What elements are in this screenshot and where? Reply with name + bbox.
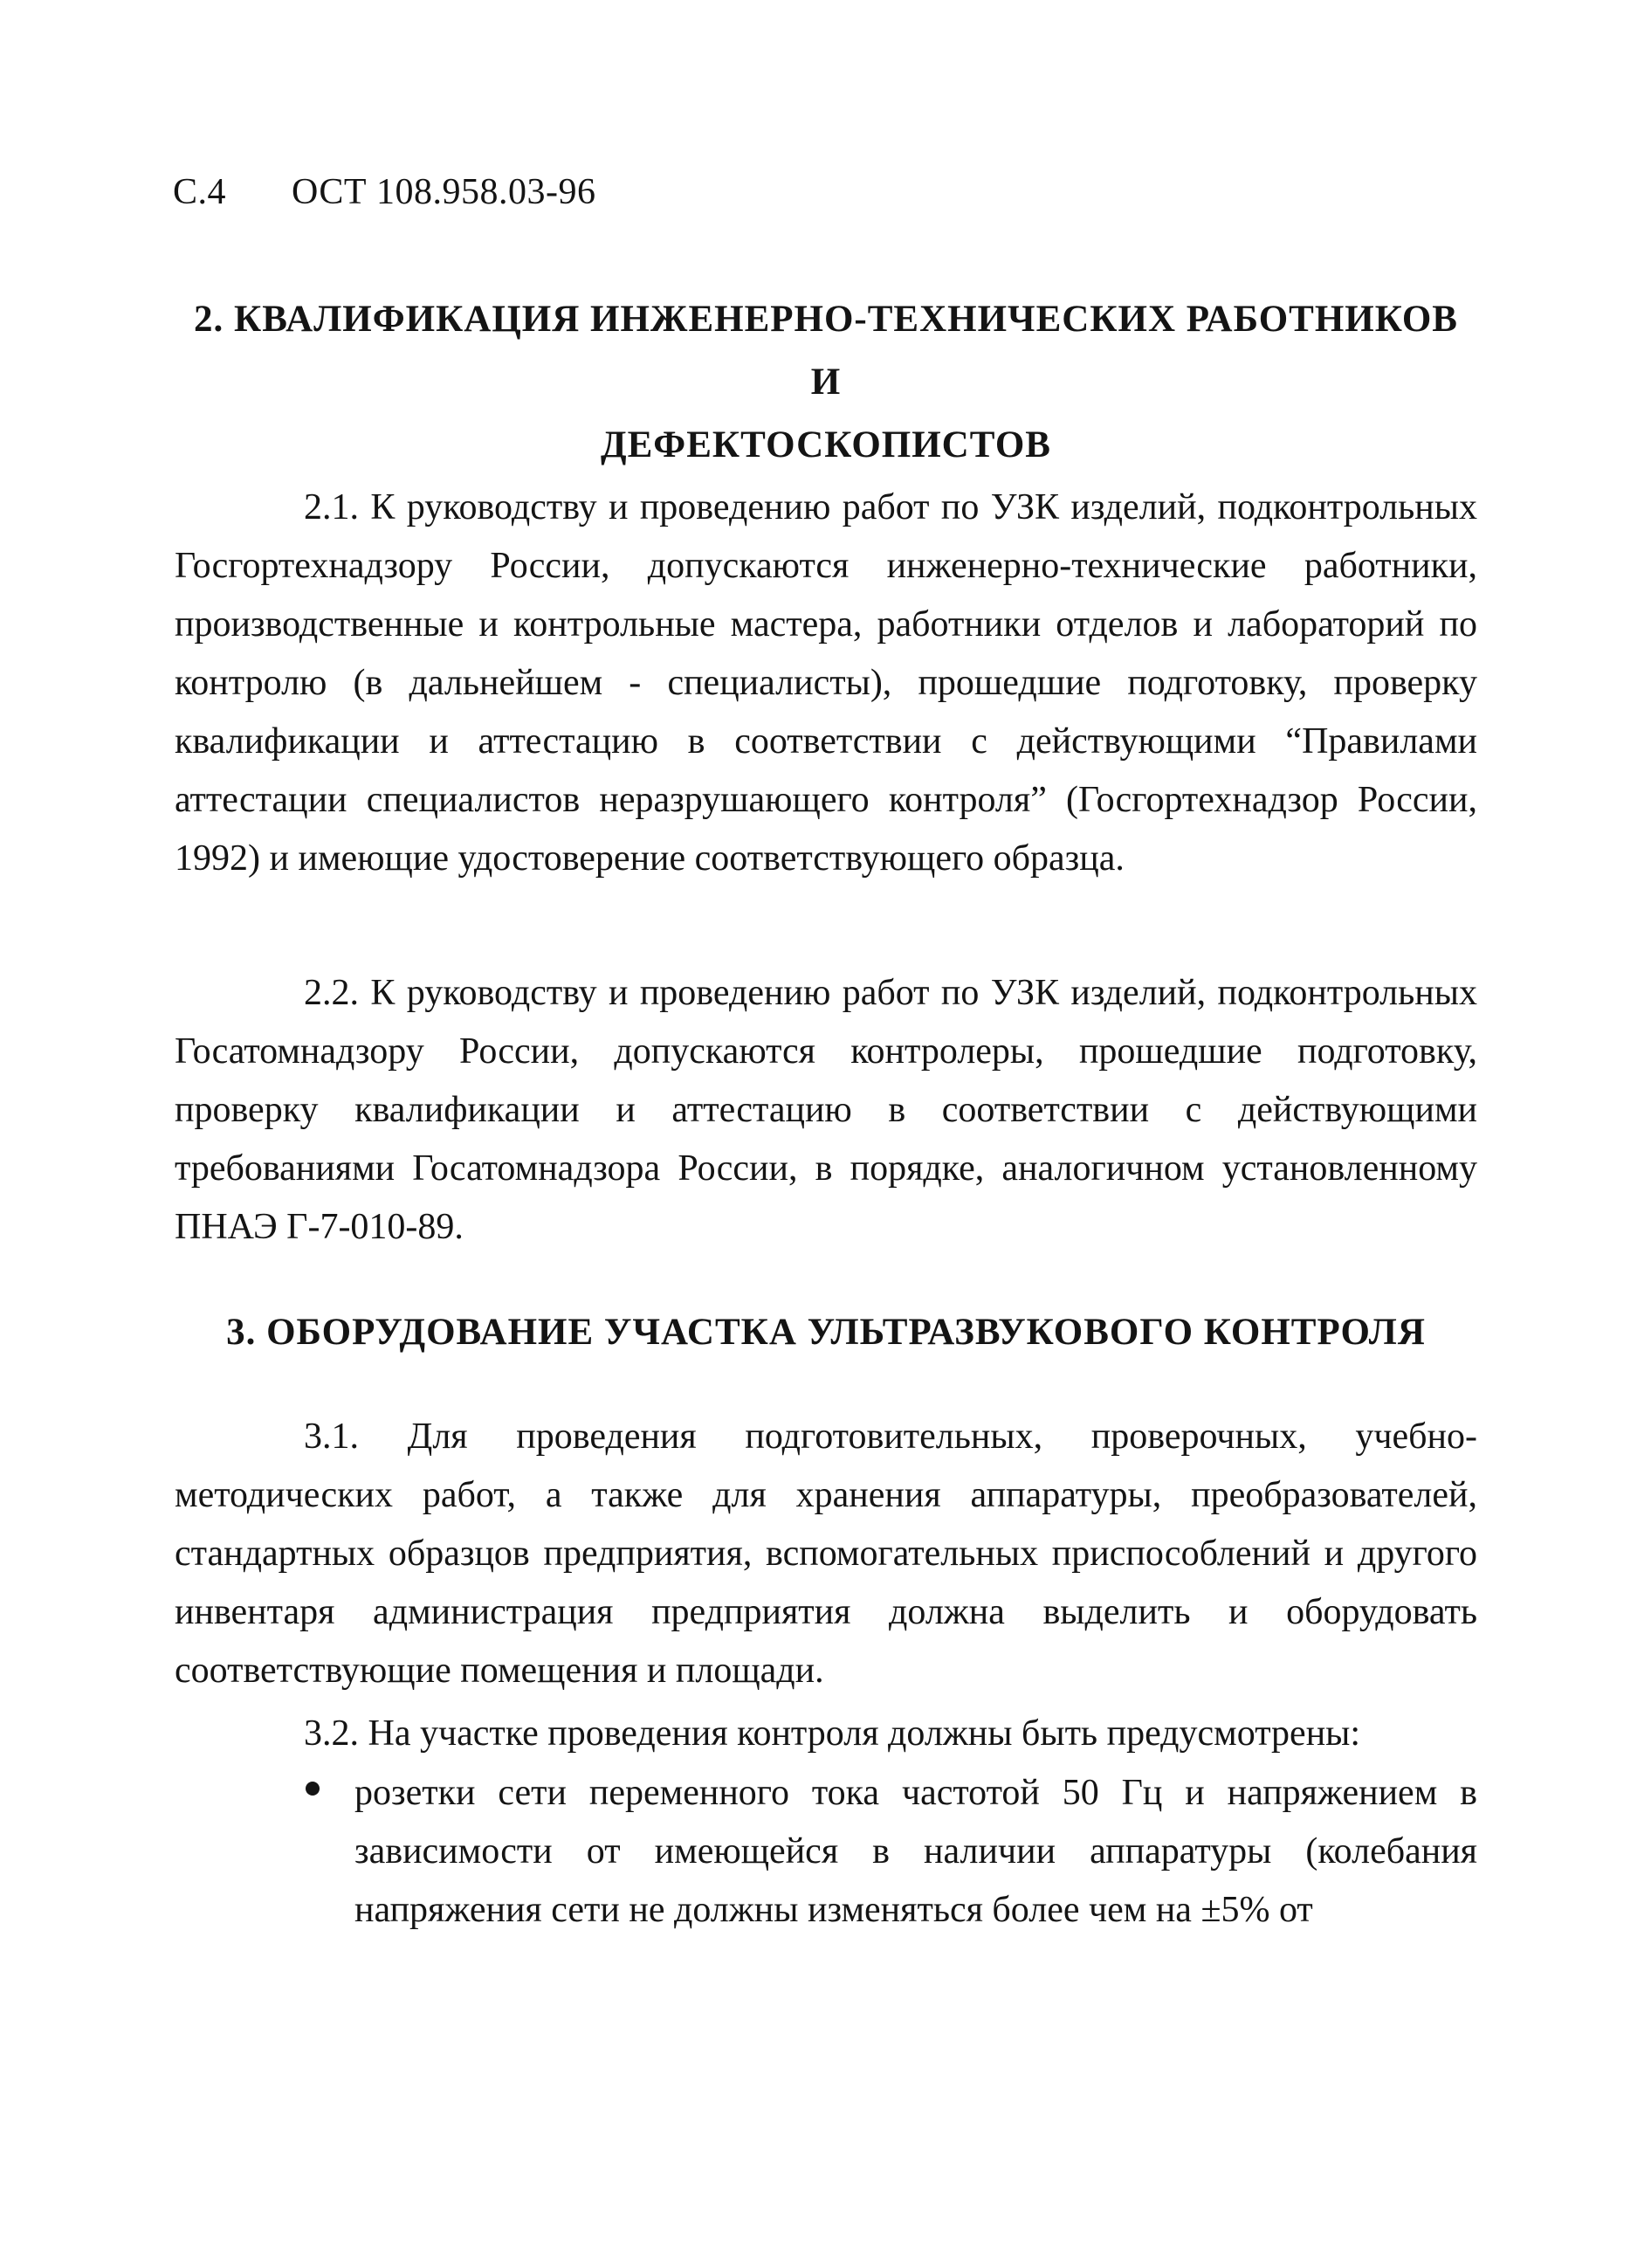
- paragraph-3-2: [175, 1705, 1477, 1763]
- section-3-heading: 3. ОБОРУДОВАНИЕ УЧАСТКА УЛЬТРАЗВУКОВОГО КОНТРОЛЯ: [226, 1312, 1426, 1353]
- paragraph-2-1: [175, 479, 1477, 888]
- section-2-heading: [175, 288, 1477, 477]
- paragraph-2-2-text: 2.2. К руководству и проведению работ по УЗК изделий, подконтрольных Госатомнадзору России, допускаются контролеры, прошедшие подготовку, проверку квалификации и аттестацию в соответствии с действующими требованиями Госатомнадзора России, в порядке, аналогичном установленному ПНАЭ Г-7-010-89.: [175, 973, 1477, 1247]
- paragraph-3-1: [175, 1408, 1477, 1700]
- page-header: [173, 171, 596, 213]
- paragraph-3-1-text: 3.1. Для проведения подготовительных, проверочных, учебно-методических работ, а также для хранения аппаратуры, преобразователей, стандартных образцов предприятия, вспомогательных приспособлений и другого инвентаря администрация предприятия должна выделить и оборудовать соответствующие помещения и площади.: [175, 1417, 1477, 1691]
- paragraph-3-2-text: 3.2. На участке проведения контроля должны быть предусмотрены:: [304, 1713, 1361, 1754]
- paragraph-2-2: [175, 964, 1477, 1257]
- list-item-text: розетки сети переменного тока частотой 50 Гц и напряжением в зависимости от имеющейся в наличии аппаратуры (колебания напряжения сети не должны изменяться более чем на ±5% от: [354, 1773, 1477, 1930]
- section-2-heading-line1: 2. КВАЛИФИКАЦИЯ ИНЖЕНЕРНО-ТЕХНИЧЕСКИХ РАБОТНИКОВ И: [194, 299, 1458, 403]
- bullet-icon: [306, 1782, 320, 1796]
- paragraph-2-1-text: 2.1. К руководству и проведению работ по УЗК изделий, подконтрольных Госгортехнадзору России, допускаются инженерно-технические работники, производственные и контрольные мастера, работники отделов и лабораторий по контролю (в дальнейшем - специалисты), прошедшие подготовку, проверку квалификации и аттестацию в соответствии с действующими “Правилами аттестации специалистов неразрушающего контроля” (Госгортехнадзор России, 1992) и имеющие удостоверение соответствующего образца.: [175, 487, 1477, 879]
- document-code: ОСТ 108.958.03-96: [292, 172, 596, 212]
- page-number: С.4: [173, 172, 227, 212]
- section-2-heading-line2: ДЕФЕКТОСКОПИСТОВ: [601, 424, 1051, 465]
